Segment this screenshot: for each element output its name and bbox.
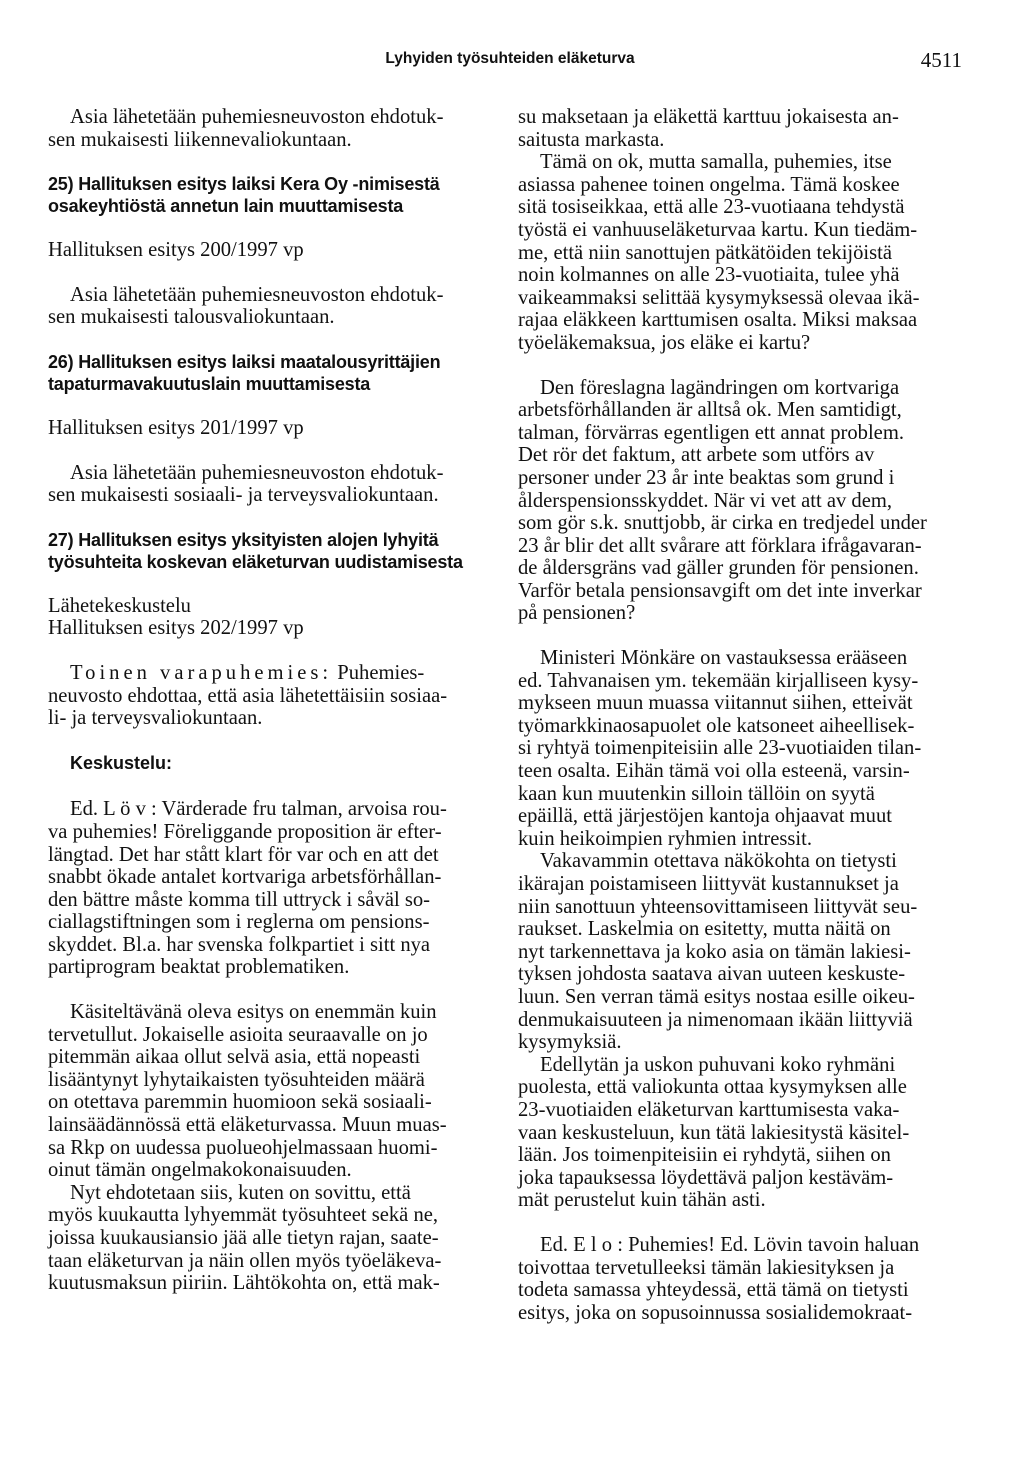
speech-text: Värderade fru talman, arvoisa rou- va puhemies! Föreliggande proposition är efter- längtad. Det har stått klart för var och en att det snabbt ökade antalet kortvariga arbetsförhållan- den bättre måste komma till uttryck i såväl so- ciallagstiftningen som i reglerna om pensions- skyddet. Bl.a. har svenska folkpartiet i sitt nya partiprogram beaktat problematiken.: [48, 798, 447, 979]
left-column: [48, 106, 488, 1317]
item-heading-27: 27) Hallituksen esitys yksityisten alojen lyhyitä työsuhteita koskevan eläketurvan uudistamisesta: [48, 529, 463, 572]
paragraph-referral-26: Asia lähetetään puhemiesneuvoston ehdotuk- sen mukaisesti sosiaali- ja terveysvaliokuntaan.: [48, 461, 444, 507]
speech-lov: [48, 798, 488, 979]
page-number: 4511: [920, 48, 962, 72]
speaker-name: Ed. E l o :: [540, 1233, 623, 1256]
item-reference-26: Hallituksen esitys 201/1997 vp: [48, 416, 304, 439]
speech-deputy-speaker: [48, 662, 488, 730]
item-reference-27-debate: Lähetekeskustelu: [48, 594, 191, 617]
paragraph-age-limit: Tämä on ok, mutta samalla, puhemies, itse asiassa pahenee toinen ongelma. Tämä koskee sitä tosiseikkaa, että alle 23-vuotiaana tehdystä työstä ei vanhuuseläketurvaa kartu. Kun tiedäm- me, että niin sanottujen pätkätöiden tekijöistä noin kolmannes on alle 23-vuotiaita, tulee yhä vaikeammaksi selittää kysymyksessä olevaa ikä- rajaa eläkkeen karttumisen osalta. Miksi maksaa työeläkemaksua, jos eläke ei kartu?: [518, 151, 920, 354]
right-column: [518, 106, 956, 1346]
paragraph-lov-2: Käsiteltävänä oleva esitys on enemmän kuin tervetullut. Jokaiselle asioita seuraavalle on jo pitemmän aikaa ollut selvä asia, että nopeasti lisääntynyt lyhytaikaisten työsuhteiden määrä on otettava paremmin huomioon sekä sosiaali- lainsäädännössä että eläketurvassa. Muun muas- sa Rkp on uudessa puolueohjelmassaan huomi- oinut tämän ongelmakokonaisuuden.: [48, 1001, 447, 1182]
item-heading-26: 26) Hallituksen esitys laiksi maatalousyrittäjien tapaturmavakuutuslain muuttamisesta: [48, 351, 441, 394]
debate-label: Keskustelu:: [70, 752, 173, 773]
item-reference-27: Hallituksen esitys 202/1997 vp: [48, 617, 304, 640]
paragraph-referral-25: Asia lähetetään puhemiesneuvoston ehdotuk- sen mukaisesti talousvaliokuntaan.: [48, 283, 444, 329]
speaker-name: Ed. L ö v :: [70, 798, 157, 821]
paragraph-conclusion: Edellytän ja uskon puhuvani koko ryhmäni puolesta, että valiokunta ottaa kysymyksen alle 23-vuotiaiden eläketurvan karttumisesta vaka- vaan keskusteluun, kun tätä lakiesitystä käsitel- lään. Jos toimenpiteisiin ei ryhdytä, siihen on joka tapauksessa löydettävä paljon kestäväm- mät perustelut kuin tähän asti.: [518, 1053, 910, 1212]
item-heading-25: 25) Hallituksen esitys laiksi Kera Oy -nimisestä osakeyhtiöstä annetun lain muuttamisesta: [48, 174, 440, 217]
paragraph-referral-1: Asia lähetetään puhemiesneuvoston ehdotuk- sen mukaisesti liikennevaliokuntaan.: [48, 106, 444, 151]
paragraph-minister: Ministeri Mönkäre on vastauksessa erääseen ed. Tahvanaisen ym. tekemään kirjalliseen kysy- mykseen muun muassa viitannut siihen, etteivät työmarkkinaosapuolet ole katsoneet aiheellisek- si ryhtyä toimenpiteisiin alle 23-vuotiaiden tilan- teen osalta. Eihän tämä voi olla esteenä, varsin- kaan kun muutenkin silloin tällöin on syytä epäillä, että järjestöjen kantoja ohjaavat muut kuin heikoimpien ryhmien intressit.: [518, 647, 922, 850]
item-reference-25: Hallituksen esitys 200/1997 vp: [48, 239, 304, 262]
running-title: Lyhyiden työsuhteiden eläketurva: [385, 50, 635, 67]
paragraph-continued: su maksetaan ja eläkettä karttuu jokaisesta an- saitusta markasta.: [518, 106, 899, 151]
speech-text: Puhemies- neuvosto ehdottaa, että asia lähetettäisiin sosiaa- li- ja terveysvaliokuntaan.: [48, 661, 448, 730]
paragraph-lov-3: Nyt ehdotetaan siis, kuten on sovittu, että myös kuukautta lyhyemmät työsuhteet sekä ne, joissa kuukausiansio jää alle tietyn rajan, saate- taan eläketurvan ja näin ollen myös työeläkeva- kuutusmaksun piiriin. Lähtökohta on, että mak-: [48, 1181, 442, 1295]
speech-elo: [518, 1234, 956, 1324]
speaker-name: Toinen varapuhemies:: [70, 661, 333, 684]
paragraph-costs: Vakavammin otettava näkökohta on tietysti ikärajan poistamiseen liittyvät kustannukset ja niin sanottuun yhteensovittamiseen liittyvät seu- raukset. Laskelmia on esitetty, mutta näitä on nyt tarkennettava ja koko asia on tämän lakiesi- tyksen johdosta saatava aivan uuteen keskuste- luun. Sen verran tämä esitys nostaa esille oikeu- denmukaisuuteen ja nimenomaan ikään liittyviä kysymyksiä.: [518, 850, 918, 1054]
paragraph-swedish: Den föreslagna lagändringen om kortvariga arbetsförhållanden är alltså ok. Men samtidigt, talman, förvärras egentligen ett annat problem. Det rör det faktum, att arbete som utförs av personer under 23 år inte beaktas som grund i ålderspensionsskyddet. När vi vet att av dem, som gör s.k. snuttjobb, är cirka en tredjedel under 23 år blir det allt svårare att förklara ifrågavaran- de åldersgräns vad gäller grunden för pensionen. Varför betala pensionsavgift om det inte inverkar på pensionen?: [518, 376, 927, 625]
speech-text: Puhemies! Ed. Lövin tavoin haluan toivottaa tervetulleeksi tämän lakiesityksen ja todeta samassa yhteydessä, että tämä on tietysti esitys, joka on sopusoinnussa sosialidemokraat-: [518, 1233, 920, 1324]
